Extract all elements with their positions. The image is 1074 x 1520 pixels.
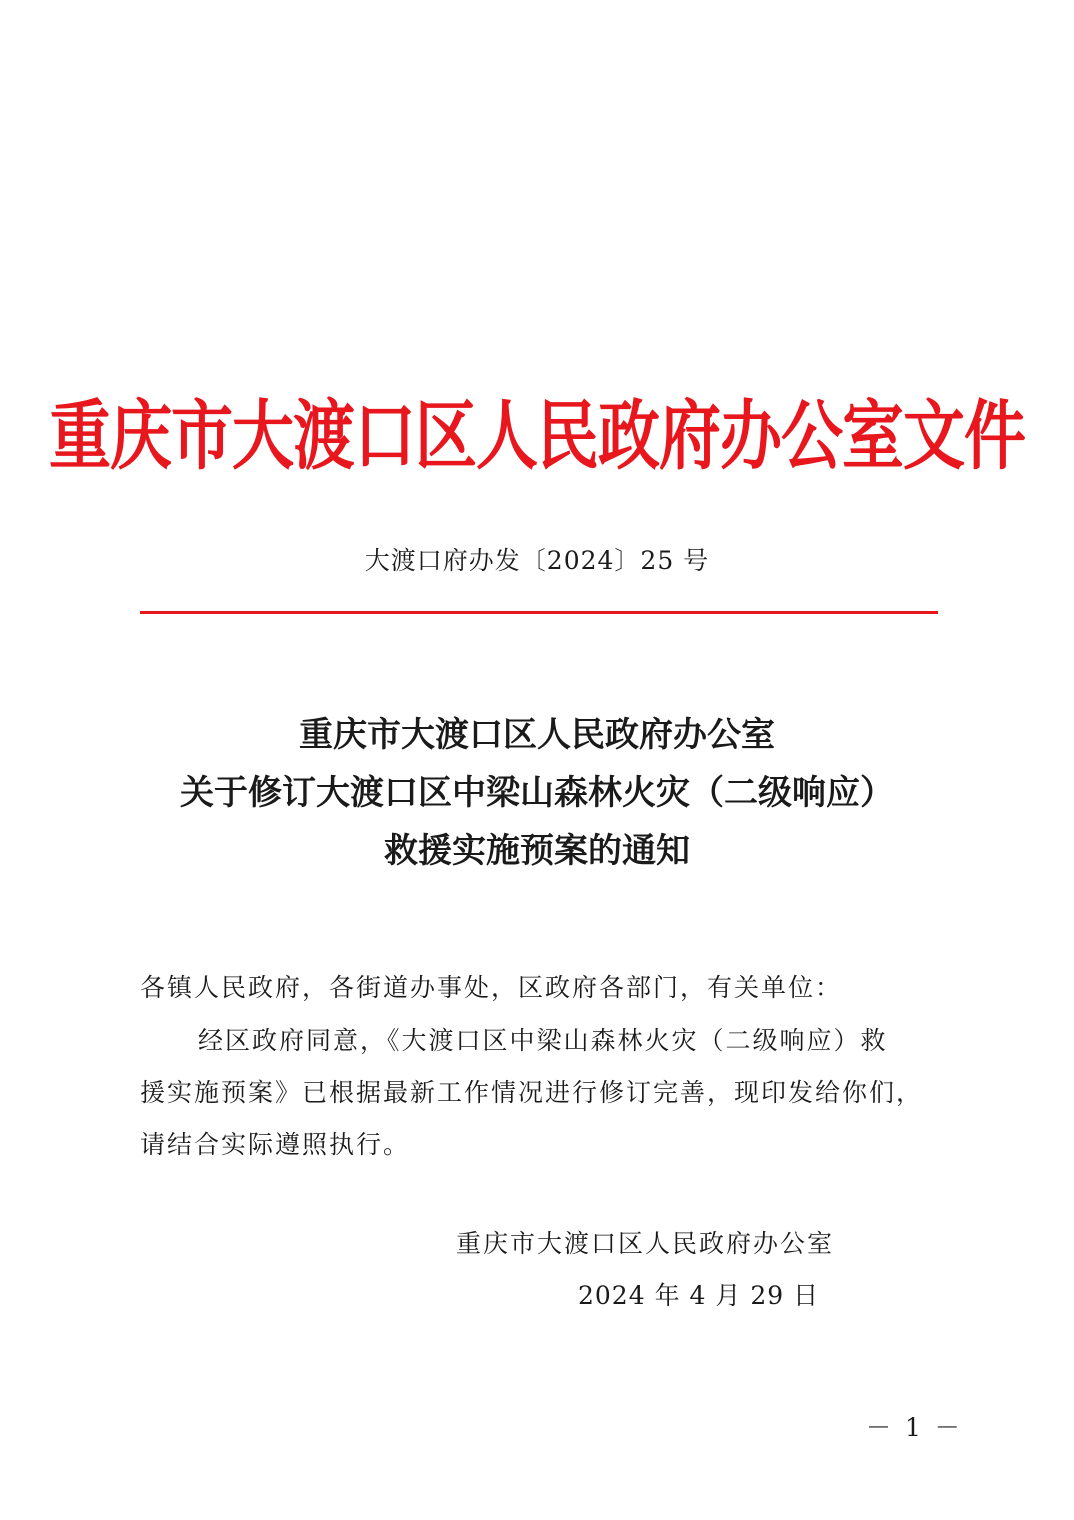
- title-line-1: 重庆市大渡口区人民政府办公室: [299, 715, 775, 755]
- title-line-3: 救援实施预案的通知: [384, 831, 690, 871]
- signature-date: 2024 年 4 月 29 日: [578, 1281, 820, 1310]
- body-line-1: 经区政府同意，《大渡口区中梁山森林火灾（二级响应）救: [198, 1026, 888, 1055]
- document-title: [100, 706, 974, 880]
- red-separator-rule: [140, 611, 938, 614]
- page-number: － 1 －: [866, 1413, 963, 1442]
- body-paragraph: [140, 1015, 940, 1171]
- body-line-3: 请结合实际遵照执行。: [140, 1130, 411, 1159]
- signature-organization: 重庆市大渡口区人民政府办公室: [456, 1229, 835, 1258]
- title-line-2: 关于修订大渡口区中梁山森林火灾（二级响应）: [180, 773, 894, 813]
- addressee-line: 各镇人民政府，各街道办事处，区政府各部门，有关单位：: [140, 973, 843, 1002]
- document-number: 大渡口府办发〔2024〕25 号: [364, 546, 710, 575]
- body-line-2: 援实施预案》已根据最新工作情况进行修订完善，现印发给你们，: [140, 1078, 924, 1107]
- document-masthead: 重庆市大渡口区人民政府办公室文件: [48, 391, 1025, 481]
